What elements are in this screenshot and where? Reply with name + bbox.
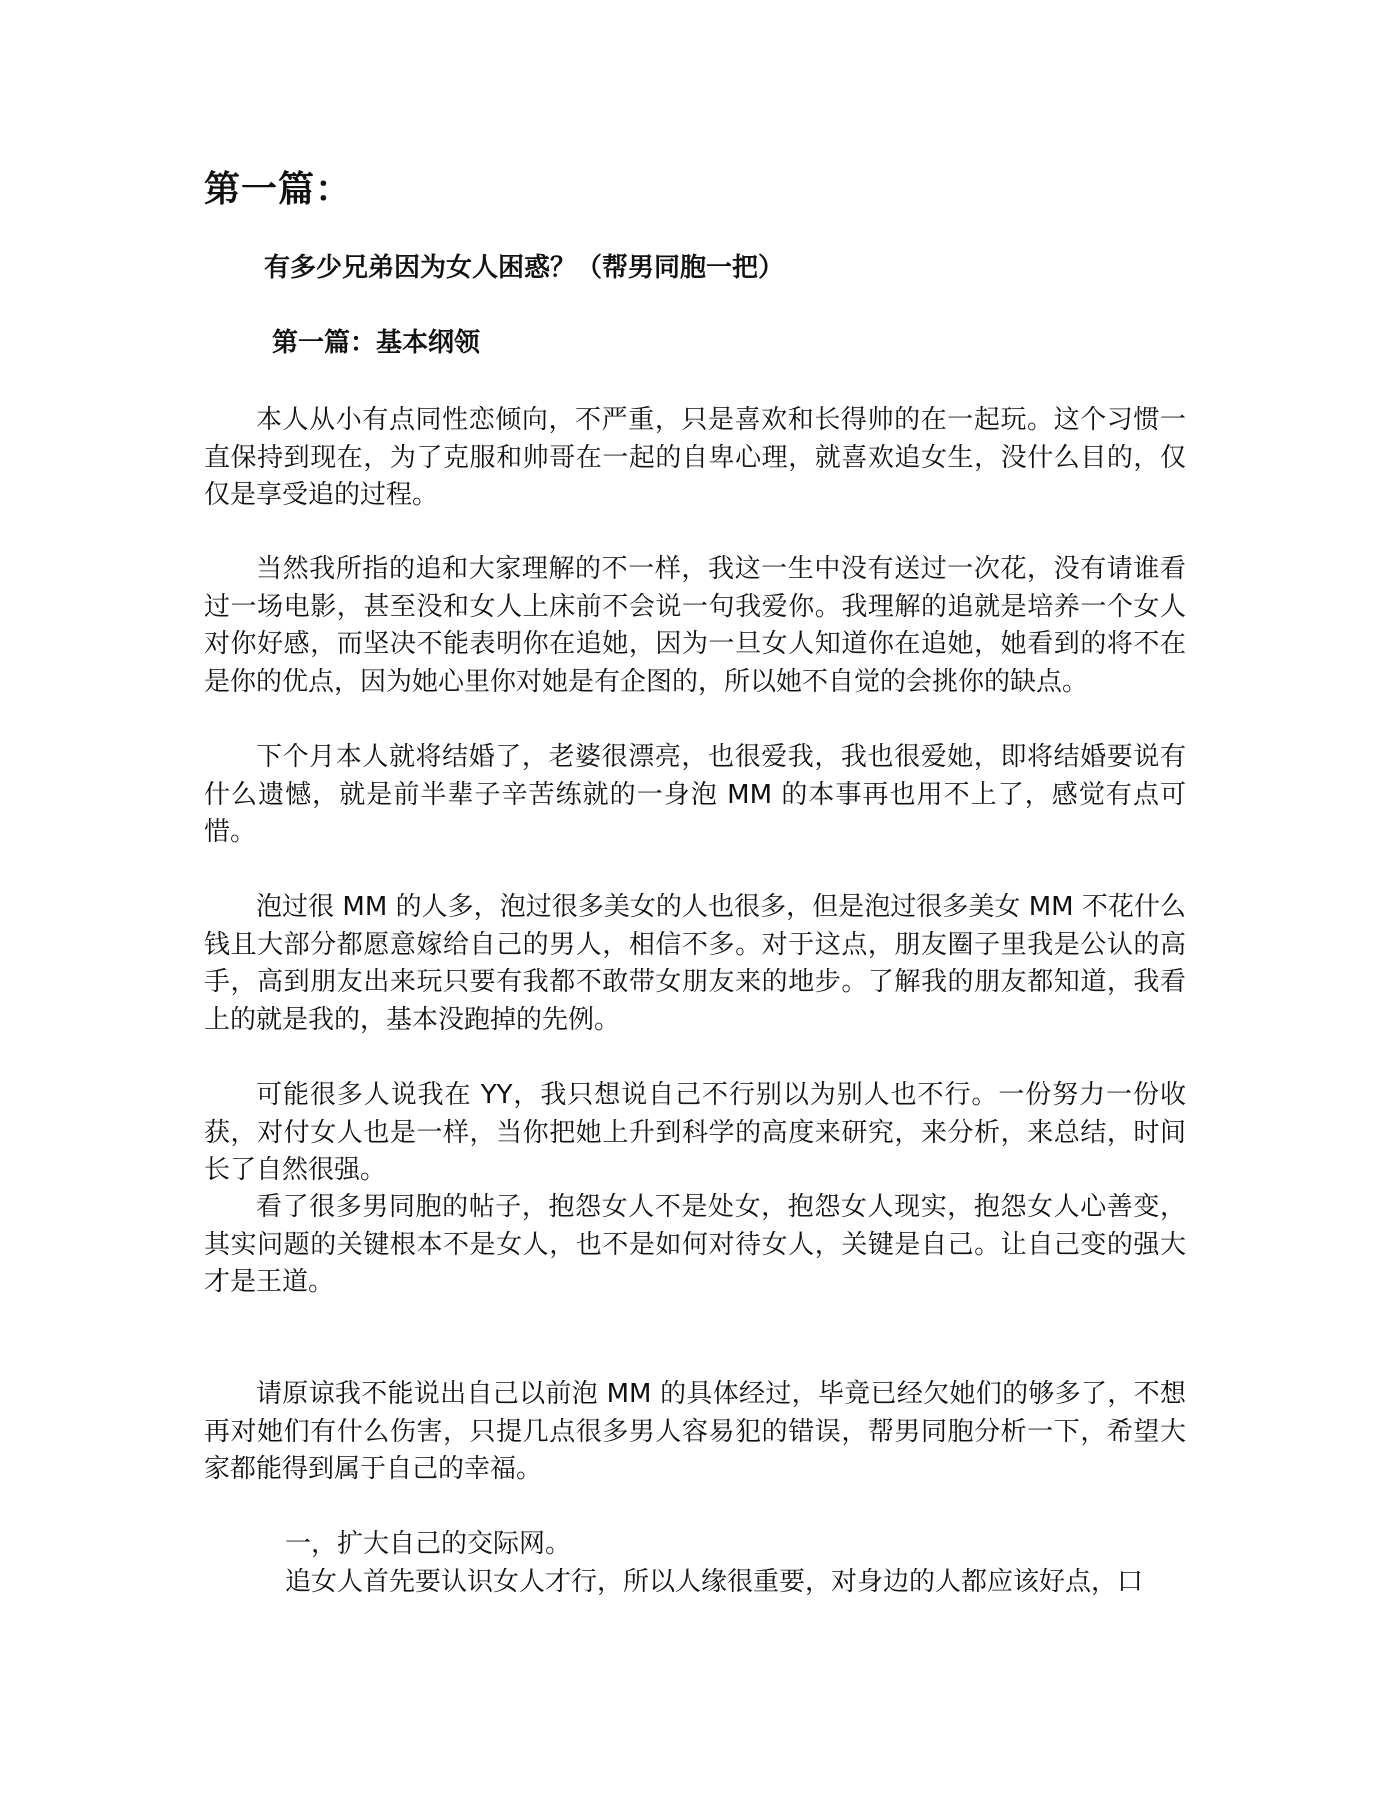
paragraph-4: 泡过很 MM 的人多，泡过很多美女的人也很多，但是泡过很多美女 MM 不花什么钱且大部分都愿意嫁给自己的男人，相信不多。对于这点，朋友圈子里我是公认的高手，高到朋友出来玩只要有我都不敢带女朋友来的地步。了解我的朋友都知道，我看上的就是我的，基本没跑掉的先例。 [204, 892, 1186, 1035]
list-item-heading: 一，扩大自己的交际网。 [285, 1529, 572, 1559]
page-title: 第一篇： [204, 169, 353, 210]
paragraph-2: 当然我所指的追和大家理解的不一样，我这一生中没有送过一次花，没有请谁看过一场电影，甚至没和女人上床前不会说一句我爱你。我理解的追就是培养一个女人对你好感，而坚决不能表明你在追她，因为一旦女人知道你在追她，她看到的将不在是你的优点，因为她心里你对她是有企图的，所以她不自觉的会挑你的缺点。 [204, 554, 1186, 697]
article-subtitle: 有多少兄弟因为女人困惑？（帮男同胞一把） [264, 253, 785, 283]
paragraph-3: 下个月本人就将结婚了，老婆很漂亮，也很爱我，我也很爱她，即将结婚要说有什么遗憾，就是前半辈子辛苦练就的一身泡 MM 的本事再也用不上了，感觉有点可惜。 [204, 742, 1186, 847]
paragraph-1: 本人从小有点同性恋倾向，不严重，只是喜欢和长得帅的在一起玩。这个习惯一直保持到现在，为了克服和帅哥在一起的自卑心理，就喜欢追女生，没什么目的，仅仅是享受追的过程。 [204, 405, 1186, 510]
list-item-body: 追女人首先要认识女人才行，所以人缘很重要，对身边的人都应该好点，口 [285, 1567, 1144, 1597]
paragraph-5: 可能很多人说我在 YY，我只想说自己不行别以为别人也不行。一份努力一份收获，对付女人也是一样，当你把她上升到科学的高度来研究，来分析，来总结，时间长了自然很强。 [204, 1080, 1186, 1185]
paragraph-6: 看了很多男同胞的帖子，抱怨女人不是处女，抱怨女人现实，抱怨女人心善变，其实问题的关键根本不是女人，也不是如何对待女人，关键是自己。让自己变的强大才是王道。 [204, 1192, 1186, 1297]
section-heading: 第一篇：基本纲领 [272, 328, 481, 358]
paragraph-7: 请原谅我不能说出自己以前泡 MM 的具体经过，毕竟已经欠她们的够多了，不想再对她们有什么伤害，只提几点很多男人容易犯的错误，帮男同胞分析一下，希望大家都能得到属于自己的幸福。 [204, 1379, 1186, 1484]
